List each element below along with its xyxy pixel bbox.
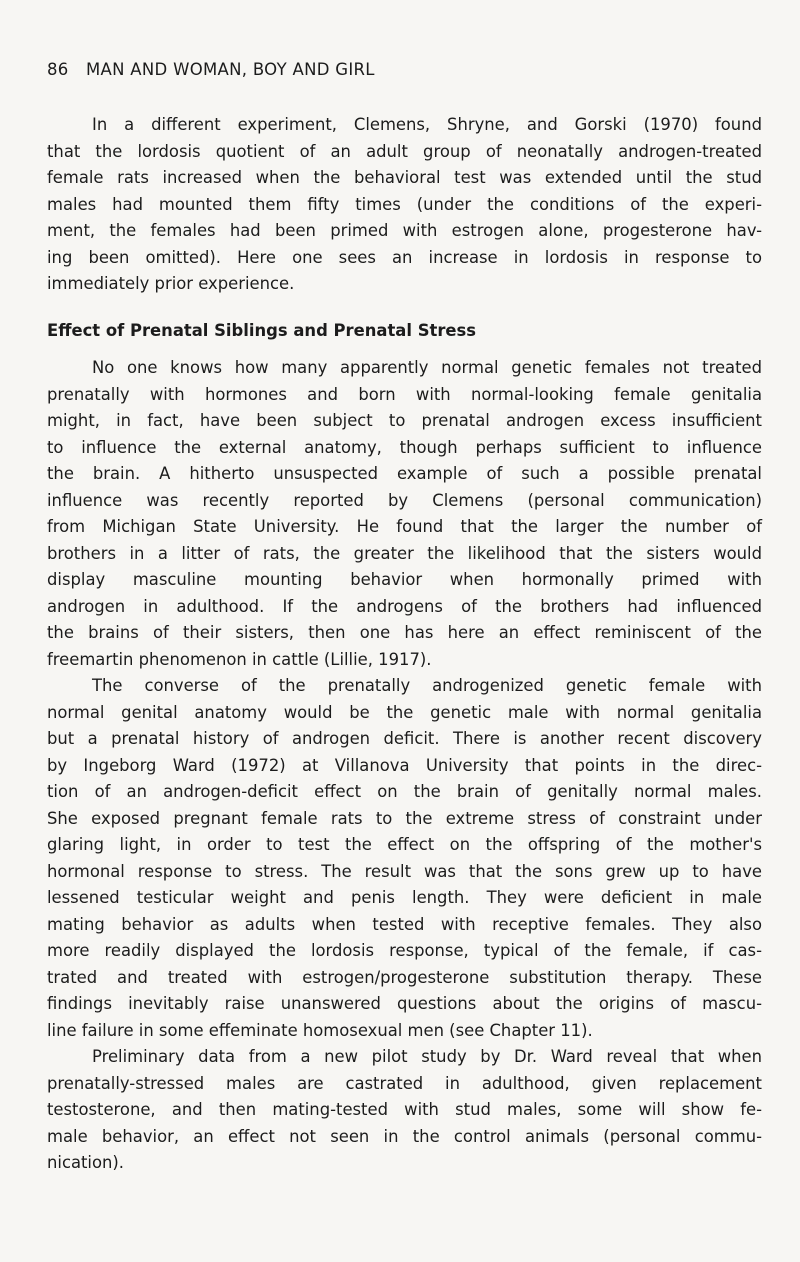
text-line: tion of an androgen-deficit effect on the brain of genitally normal males. (47, 782, 762, 801)
text-line: might, in fact, have been subject to prenatal androgen excess insufficient (47, 411, 762, 430)
text-line: normal genital anatomy would be the genetic male with normal genitalia (47, 702, 762, 722)
text-line: to influence the external anatomy, though perhaps sufficient to influence (47, 437, 762, 457)
paragraph (47, 112, 762, 298)
text-line: by Ingeborg Ward (1972) at Villanova University that points in the direc- (47, 755, 762, 775)
text-line: androgen in adulthood. If the androgens of the brothers had influenced (47, 596, 762, 616)
paragraph (47, 1044, 762, 1177)
paragraph (47, 355, 762, 673)
text-line: trated and treated with estrogen/progesterone substitution therapy. These (47, 967, 762, 987)
text-line: line failure in some effeminate homosexual men (see Chapter 11). (47, 1020, 593, 1040)
text-line: prenatally with hormones and born with normal-looking female genitalia (47, 384, 762, 404)
running-head (47, 60, 375, 79)
text-line: but a prenatal history of androgen deficit. There is another recent discovery (47, 729, 762, 748)
text-line: ment, the females had been primed with estrogen alone, progesterone hav- (47, 221, 762, 240)
text-line: mating behavior as adults when tested with receptive females. They also (47, 914, 762, 934)
text-line: influence was recently reported by Clemens (personal communication) (47, 490, 762, 510)
paragraph (47, 673, 762, 1044)
text-line: freemartin phenomenon in cattle (Lillie, 1917). (47, 649, 432, 669)
text-line: the brain. A hitherto unsuspected example of such a possible prenatal (47, 464, 762, 483)
running-title: MAN AND WOMAN, BOY AND GIRL (86, 60, 375, 79)
text-line: immediately prior experience. (47, 274, 295, 293)
text-line: more readily displayed the lordosis response, typical of the female, if cas- (47, 941, 762, 960)
text-line: female rats increased when the behavioral test was extended until the stud (47, 168, 762, 187)
text-line: display masculine mounting behavior when hormonally primed with (47, 570, 762, 589)
text-line: No one knows how many apparently normal genetic females not treated (92, 358, 762, 377)
text-line: the brains of their sisters, then one has here an effect reminiscent of the (47, 623, 762, 642)
text-line: lessened testicular weight and penis length. They were deficient in male (47, 888, 762, 907)
text-line: brothers in a litter of rats, the greater the likelihood that the sisters would (47, 543, 762, 563)
text-line: nication). (47, 1153, 124, 1172)
text-line: from Michigan State University. He found that the larger the number of (47, 517, 762, 536)
text-line: that the lordosis quotient of an adult group of neonatally androgen-treated (47, 141, 762, 161)
body-text (47, 112, 762, 1177)
text-line: glaring light, in order to test the effect on the offspring of the mother's (47, 835, 762, 854)
text-line: testosterone, and then mating-tested with stud males, some will show fe- (47, 1100, 762, 1119)
text-line: In a different experiment, Clemens, Shryne, and Gorski (1970) found (92, 115, 762, 134)
text-line: male behavior, an effect not seen in the control animals (personal commu- (47, 1126, 762, 1146)
page-number: 86 (47, 60, 69, 79)
text-line: prenatally-stressed males are castrated in adulthood, given replacement (47, 1073, 762, 1093)
text-line: Preliminary data from a new pilot study by Dr. Ward reveal that when (92, 1047, 762, 1066)
section-heading: Effect of Prenatal Siblings and Prenatal Stress (47, 320, 477, 340)
text-line: hormonal response to stress. The result was that the sons grew up to have (47, 861, 762, 881)
text-line: findings inevitably raise unanswered questions about the origins of mascu- (47, 994, 762, 1013)
text-line: She exposed pregnant female rats to the extreme stress of constraint under (47, 808, 762, 828)
text-line: males had mounted them fifty times (under the conditions of the experi- (47, 194, 762, 214)
text-line: The converse of the prenatally androgenized genetic female with (92, 676, 762, 695)
text-line: ing been omitted). Here one sees an increase in lordosis in response to (47, 247, 762, 267)
